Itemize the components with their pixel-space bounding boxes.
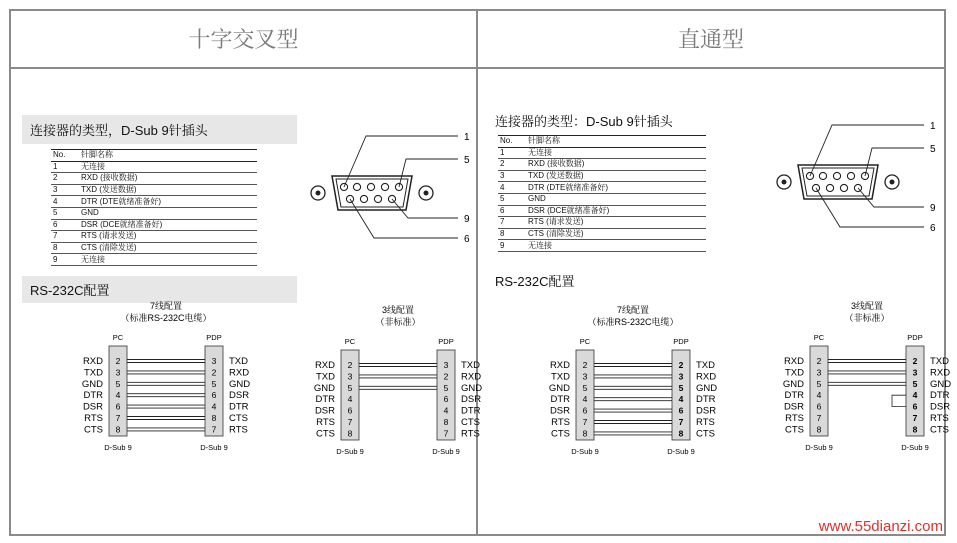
pdp-label: PDP [907, 333, 923, 342]
col-name: 针脚名称 [79, 150, 257, 162]
pc-pin-number: 3 [816, 367, 822, 378]
pc-pin-number: 8 [816, 424, 822, 435]
pdp-signal-label: CTS [229, 413, 248, 424]
pdp-pin-number: 3 [912, 367, 918, 378]
pdp-pin-number: 6 [443, 394, 449, 405]
pin-no: 3 [498, 170, 526, 182]
pdp-label: PDP [673, 337, 689, 346]
pc-pin-number: 8 [347, 428, 353, 439]
pin-table-header [51, 150, 257, 162]
pc-signal-label: RTS [84, 413, 103, 424]
pdp-signal-label: CTS [930, 424, 949, 436]
pdp-signal-label: DSR [461, 394, 482, 406]
pin-no: 9 [51, 254, 79, 266]
config-title: 7线配置 [616, 305, 650, 315]
pdp-pin-number: 4 [912, 390, 918, 401]
pdp-signal-label: RTS [229, 424, 248, 436]
pdp-pin-number: 5 [912, 378, 918, 389]
pin-7 [826, 184, 833, 191]
pdp-signal-label: RTS [930, 413, 949, 424]
pin-no: 2 [498, 159, 526, 171]
pc-pin-number: 7 [582, 417, 588, 427]
pdp-signal-label: RXD [229, 367, 250, 379]
table-row [51, 196, 257, 208]
pin-name: 无连接 [79, 161, 257, 173]
pdp-signal-label: RXD [930, 367, 951, 379]
pc-pin-number: 4 [115, 390, 121, 401]
pc-signal-label: RTS [551, 417, 570, 428]
pdp-dsub-label: D-Sub 9 [901, 443, 929, 452]
pc-dsub-label: D-Sub 9 [336, 447, 364, 456]
table-row [51, 173, 257, 185]
cross-panel [11, 71, 483, 534]
table-row [498, 182, 706, 194]
pc-signal-label: RXD [314, 360, 335, 371]
pin-4 [381, 183, 388, 190]
pc-signal-label: RXD [549, 360, 570, 371]
pin-no: 7 [498, 217, 526, 229]
pdp-label: PDP [438, 337, 454, 346]
pc-pin-number: 4 [816, 390, 822, 401]
table-row [498, 170, 706, 182]
pc-signal-label: DTR [550, 394, 570, 406]
pdp-signal-label: TXD [229, 356, 248, 367]
pc-pin-number: 8 [582, 428, 588, 439]
pc-signal-label: DSR [314, 405, 335, 417]
pin-name: DTR (DTE就绪准备好) [526, 182, 706, 194]
pc-pin-number: 6 [816, 401, 822, 412]
pdp-signal-label: GND [229, 378, 251, 390]
config-subtitle: （标准RS-232C电缆） [120, 313, 212, 323]
pc-pin-number: 5 [816, 378, 822, 389]
callout-label-1: 1 [930, 121, 936, 132]
pc-signal-label: RTS [316, 417, 335, 428]
pin-no: 1 [498, 147, 526, 159]
rs232-config-title: RS-232C配置 [22, 276, 297, 303]
pdp-pin-number: 5 [211, 378, 217, 389]
pc-pin-number: 6 [115, 401, 121, 412]
pin-name: DSR (DCE就绪准备好) [79, 219, 257, 231]
pdp-pin-number: 4 [678, 394, 684, 405]
pin-name: RTS (请求发送) [526, 217, 706, 229]
table-row [51, 184, 257, 196]
callout-label-5: 5 [464, 155, 470, 166]
pc-dsub-label: D-Sub 9 [805, 443, 833, 452]
pc-signal-label: DTR [784, 390, 804, 402]
pc-pin-number: 3 [115, 367, 121, 378]
pdp-pin-number: 5 [678, 382, 684, 393]
loopback-wire [892, 395, 906, 406]
pin-name: TXD (发送数据) [526, 170, 706, 182]
pc-dsub-label: D-Sub 9 [104, 443, 132, 452]
table-row [51, 254, 257, 266]
pdp-pin-number: 2 [211, 367, 217, 378]
pc-pin-number: 4 [347, 394, 353, 405]
config-title: 3线配置 [381, 305, 415, 315]
pin-no: 5 [498, 193, 526, 205]
pc-pin-number: 3 [582, 371, 588, 382]
pdp-signal-label: DTR [229, 401, 249, 413]
pin-name: RXD (接收数据) [526, 159, 706, 171]
pin-name: 无连接 [526, 147, 706, 159]
pdp-signal-label: DSR [229, 390, 250, 402]
callout-label-9: 9 [930, 203, 936, 214]
straight-panel [478, 71, 952, 534]
connector-type-title: 连接器的类型：D-Sub 9针插头 [495, 114, 673, 129]
pin-no: 6 [498, 205, 526, 217]
callout-label-1: 1 [464, 132, 470, 143]
pin-name: TXD (发送数据) [79, 184, 257, 196]
pc-pin-number: 7 [347, 417, 353, 427]
pc-label: PC [813, 333, 825, 342]
pc-signal-label: DTR [315, 394, 335, 406]
pdp-signal-label: DTR [930, 390, 950, 402]
pdp-pin-number: 8 [678, 428, 684, 439]
three-wire-diagram [289, 303, 483, 478]
config-title: 7线配置 [149, 301, 183, 311]
pdp-pin-number: 3 [211, 356, 217, 366]
pin-name: DSR (DCE就绪准备好) [526, 205, 706, 217]
seven-wire-diagram [51, 299, 251, 474]
dsub-connector-figure [296, 126, 476, 256]
pdp-dsub-label: D-Sub 9 [667, 447, 695, 456]
pdp-signal-label: DTR [461, 405, 481, 417]
pin-8 [840, 184, 847, 191]
connector-shell [798, 165, 878, 199]
pdp-signal-label: CTS [696, 428, 715, 440]
pdp-signal-label: GND [461, 382, 483, 394]
pdp-signal-label: DSR [930, 401, 951, 413]
pdp-signal-label: TXD [696, 360, 715, 371]
pdp-pin-number: 2 [678, 360, 684, 370]
pc-pin-number: 3 [347, 371, 353, 382]
pdp-pin-number: 5 [443, 382, 449, 393]
left-screw-center [316, 191, 321, 196]
pdp-pin-number: 2 [443, 371, 449, 382]
pdp-signal-label: TXD [930, 356, 949, 367]
pin-7 [360, 195, 367, 202]
pin-name: CTS (清除发送) [526, 228, 706, 240]
pdp-pin-number: 4 [443, 405, 449, 416]
pin-name: CTS (清除发送) [79, 242, 257, 254]
table-row [498, 159, 706, 171]
pdp-signal-label: GND [930, 378, 952, 390]
pin-name: DTR (DTE就绪准备好) [79, 196, 257, 208]
pdp-pin-number: 2 [912, 356, 918, 366]
connector-type-title: 连接器的类型，D-Sub 9针插头 [22, 115, 297, 144]
pdp-signal-label: TXD [461, 360, 480, 371]
pc-signal-label: CTS [785, 424, 804, 436]
pin-name: RTS (请求发送) [79, 231, 257, 243]
pin-no: 5 [51, 207, 79, 219]
pc-signal-label: DSR [82, 401, 103, 413]
table-row [51, 207, 257, 219]
pc-pin-number: 7 [816, 413, 822, 423]
pc-signal-label: DTR [83, 390, 103, 402]
pin-8 [374, 195, 381, 202]
table-row [498, 147, 706, 159]
pdp-pin-number: 6 [912, 401, 918, 412]
pc-pin-number: 6 [582, 405, 588, 416]
pin-no: 8 [51, 242, 79, 254]
pin-4 [847, 172, 854, 179]
pin-table [51, 149, 257, 266]
pdp-pin-number: 3 [678, 371, 684, 382]
pdp-signal-label: DTR [696, 394, 716, 406]
pin-name: GND [526, 193, 706, 205]
pc-signal-label: CTS [84, 424, 103, 436]
pc-pin-number: 2 [582, 360, 588, 370]
pin-name: GND [79, 207, 257, 219]
table-row [498, 217, 706, 229]
pin-3 [367, 183, 374, 190]
callout-label-6: 6 [930, 223, 936, 234]
pin-name: 无连接 [526, 240, 706, 252]
pc-signal-label: RTS [785, 413, 804, 424]
pc-pin-number: 5 [582, 382, 588, 393]
table-row [498, 193, 706, 205]
pdp-pin-number: 6 [678, 405, 684, 416]
dsub-connector-figure [762, 115, 942, 245]
pc-signal-label: GND [782, 378, 804, 390]
col-name: 针脚名称 [526, 136, 706, 148]
table-row [51, 219, 257, 231]
pc-pin-number: 6 [347, 405, 353, 416]
right-screw-center [424, 191, 429, 196]
pin-table-header [498, 136, 706, 148]
pdp-pin-number: 7 [443, 428, 449, 439]
table-row [498, 205, 706, 217]
config-subtitle: （非标准） [375, 317, 421, 327]
config-subtitle: （非标准） [844, 313, 890, 323]
pdp-pin-number: 7 [678, 417, 684, 427]
header-straight: 直通型 [478, 9, 944, 69]
pin-table [498, 135, 706, 252]
pc-pin-number: 4 [582, 394, 588, 405]
pdp-signal-label: RXD [461, 371, 482, 383]
pc-signal-label: DSR [783, 401, 804, 413]
pdp-signal-label: RTS [461, 428, 480, 440]
pc-signal-label: DSR [549, 405, 570, 417]
pin-3 [833, 172, 840, 179]
pc-signal-label: GND [81, 378, 103, 390]
pc-signal-label: TXD [316, 371, 335, 383]
pc-pin-number: 5 [347, 382, 353, 393]
pc-pin-number: 5 [115, 378, 121, 389]
pc-pin-number: 2 [347, 360, 353, 370]
pc-signal-label: CTS [316, 428, 335, 440]
watermark: www.55dianzi.com [818, 518, 943, 535]
pdp-pin-number: 7 [912, 413, 918, 423]
pc-label: PC [112, 333, 124, 342]
pc-signal-label: RXD [783, 356, 804, 367]
pdp-pin-number: 4 [211, 401, 217, 412]
pc-pin-number: 7 [115, 413, 121, 423]
table-row [498, 228, 706, 240]
pc-signal-label: RXD [82, 356, 103, 367]
pin-no: 8 [498, 228, 526, 240]
pc-label: PC [579, 337, 591, 346]
pin-no: 4 [498, 182, 526, 194]
pc-pin-number: 8 [115, 424, 121, 435]
callout-label-6: 6 [464, 234, 470, 245]
pdp-pin-number: 7 [211, 424, 217, 435]
pdp-signal-label: RTS [696, 417, 715, 428]
table-row [51, 242, 257, 254]
pin-no: 9 [498, 240, 526, 252]
pin-no: 1 [51, 161, 79, 173]
pin-name: RXD (接收数据) [79, 173, 257, 185]
col-no: No. [498, 136, 526, 148]
pin-no: 7 [51, 231, 79, 243]
left-screw-center [782, 180, 787, 185]
pdp-signal-label: CTS [461, 417, 480, 428]
callout-label-5: 5 [930, 144, 936, 155]
pc-signal-label: TXD [84, 367, 103, 379]
col-no: No. [51, 150, 79, 162]
pin-no: 6 [51, 219, 79, 231]
pc-signal-label: TXD [785, 367, 804, 379]
pdp-signal-label: GND [696, 382, 718, 394]
pc-dsub-label: D-Sub 9 [571, 447, 599, 456]
rs232-config-title: RS-232C配置 [495, 274, 575, 289]
pdp-pin-number: 8 [443, 417, 449, 427]
config-subtitle: （标准RS-232C电缆） [587, 317, 679, 327]
pdp-dsub-label: D-Sub 9 [432, 447, 460, 456]
callout-label-9: 9 [464, 214, 470, 225]
pdp-pin-number: 8 [912, 424, 918, 435]
pc-signal-label: TXD [551, 371, 570, 383]
right-screw-center [890, 180, 895, 185]
pc-signal-label: GND [548, 382, 570, 394]
header-cross: 十字交叉型 [11, 9, 476, 69]
table-row [51, 231, 257, 243]
pdp-signal-label: RXD [696, 371, 717, 383]
pin-no: 4 [51, 196, 79, 208]
pin-2 [353, 183, 360, 190]
pin-no: 2 [51, 173, 79, 185]
pdp-signal-label: DSR [696, 405, 717, 417]
pc-signal-label: GND [313, 382, 335, 394]
pin-name: 无连接 [79, 254, 257, 266]
pdp-pin-number: 8 [211, 413, 217, 423]
pin-2 [819, 172, 826, 179]
seven-wire-diagram [518, 303, 718, 478]
connector-shell [332, 176, 412, 210]
config-title: 3线配置 [850, 301, 884, 311]
pc-label: PC [344, 337, 356, 346]
pc-signal-label: CTS [551, 428, 570, 440]
table-row [51, 161, 257, 173]
pc-pin-number: 2 [115, 356, 121, 366]
pdp-pin-number: 3 [443, 360, 449, 370]
pin-no: 3 [51, 184, 79, 196]
table-row [498, 240, 706, 252]
pc-pin-number: 2 [816, 356, 822, 366]
three-wire-diagram [758, 299, 952, 474]
pdp-dsub-label: D-Sub 9 [200, 443, 228, 452]
pdp-label: PDP [206, 333, 222, 342]
pdp-pin-number: 6 [211, 390, 217, 401]
